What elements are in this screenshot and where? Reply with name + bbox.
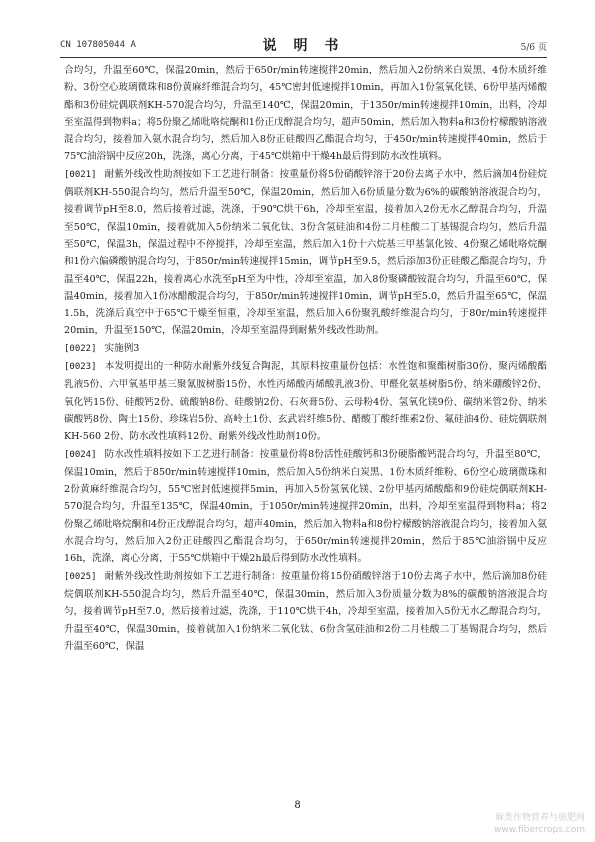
paragraph-number: [0022] — [64, 343, 97, 354]
page-indicator: 5/6 页 — [520, 43, 547, 53]
site-watermark — [494, 812, 585, 836]
document-body — [64, 62, 547, 792]
paragraph-number: [0025] — [64, 571, 97, 582]
paragraph-0025 — [64, 568, 547, 655]
paragraph-0024 — [64, 446, 547, 568]
paragraph-number: [0023] — [64, 362, 97, 373]
page-header — [60, 34, 547, 54]
paragraph-text: 耐紫外线改性助剂按如下工艺进行制备：按重量份将5份硝酸锌溶于20份去离子水中，然后滴加4份硅烷偶联剂KH-550混合均匀，然后升温至50℃，保温20min，然后加入6份质量分数为6%的碳酸钠溶液混合均匀，接着调节pH至8.0，然后接着过滤，洗涤，于90℃烘干6h，冷却至室温，接着加入2份无水乙醇混合均匀，升温至50℃，保温10min，接着就加入5份纳米二氧化钛、3份含氢硅油和4份二月桂酸二丁基锡混合均匀，然后升温至50℃，保温3h，保温过程中不停搅拌，冷却至室温，然后加入1份十六烷基三甲基氯化铵、4份聚乙烯吡咯烷酮和1份六偏磷酸钠混合均匀，于850r/min转速搅拌15min，调节pH至9.5，然后添加3份正硅酸乙酯混合均匀，升温至40℃，保温22h，接着离心水洗至pH至为中性，冷却至室温，加入8份聚磷酸铵混合均匀，升温至60℃，保温40min，接着加入1份冰醋酸混合均匀，于850r/min转速搅拌10min，调节pH至5.0，然后升温至65℃，保温1.5h，洗涤后真空中于65℃干燥至恒重，冷却至室温，然后加入6份聚乳酸纤维混合均匀，于80r/min转速搅拌20min，升温至150℃，保温20min，冷却至室温得到耐紫外线改性助剂。 — [64, 168, 547, 337]
paragraph-text: 耐紫外线改性助剂按如下工艺进行制备：按重量份将15份硝酸锌溶于10份去离子水中，然后滴加8份硅烷偶联剂KH-550混合均匀，然后升温至40℃，保温30min，然后加入3份质量分数为8%的碳酸钠溶液混合均匀，接着调节pH至7.0，然后接着过滤，洗涤，于110℃烘干4h，冷却至室温，接着加入5份无水乙醇混合均匀，升温至40℃，保温30min，接着就加入1份纳米二氧化钛、6份含氢硅油和2份二月桂酸二丁基锡混合均匀，然后升温至60℃，保温 — [64, 570, 547, 652]
example-heading: 实施例3 — [104, 342, 140, 354]
paragraph-number: [0024] — [64, 449, 97, 460]
document-title: 说 明 书 — [262, 38, 345, 54]
publication-number: CN 107805044 A — [60, 40, 136, 50]
paragraph-0022 — [64, 340, 547, 358]
paragraph-text: 本发明提出的一种防水耐紫外线复合陶泥，其原料按重量份包括：水性饱和聚酯树脂30份、聚丙烯酸酯乳液5份、六甲氧基甲基三聚氰胺树脂15份、水性丙烯酸丙烯酸乳液3份、甲醛化氨基树脂5份、纳米硼酸锌2份、氧化钙15份、硅酸钙2份、硫酸钠8份、硅酸钠2份、石灰膏5份、云母粉4份、氢氧化镁9份、碳纳米管2份、纳米碳酸钙8份、陶土15份、珍珠岩5份、高岭土1份、玄武岩纤维5份、醋酸丁酸纤维素2份、氟硅油4份、硅烷偶联剂KH-560 2份、防水改性填料12份、耐紫外线改性助剂10份。 — [64, 361, 547, 443]
paragraph-0021 — [64, 166, 547, 340]
paragraph-text: 合均匀，升温至60℃，保温20min，然后于650r/min转速搅拌20min，然后加入2份纳米白炭黑、4份木质纤维粉、3份空心玻璃微珠和8份黄麻纤维混合均匀，45℃密封低速搅拌10min，再加入1份氢氧化镁、6份甲基丙烯酸酯和3份硅烷偶联剂KH-570混合均匀，升温至140℃，保温20min，于1350r/min转速搅拌10min，出料，冷却至室温得到物料a；将5份聚乙烯吡咯烷酮和1份正戊醇混合均匀，超声50min，然后加入物料a和3份柠檬酸钠溶液混合均匀，接着加入氨水混合均匀，然后加入8份正硅酸四乙酯混合均匀，于450r/min转速搅拌40min，然后于75℃油浴锅中反应20h，洗涤，离心分离，于45℃烘箱中干燥4h最后得到防水改性填料。 — [64, 65, 547, 163]
page-number: 8 — [294, 800, 301, 811]
watermark-line: 麻类作物营养与施肥网 — [494, 813, 585, 823]
paragraph-0023 — [64, 358, 547, 445]
header-divider — [60, 57, 547, 58]
paragraph-text: 防水改性填料按如下工艺进行制备：按重量份将8份活性硅酸钙和3份硬脂酸钙混合均匀，升温至80℃，保温10min，然后于850r/min转速搅拌10min，然后加入5份纳米白炭黑、1份木质纤维粉、6份空心玻璃微珠和2份黄麻纤维混合均匀，55℃密封低速搅拌5min，再加入5份氢氧化镁、2份甲基丙烯酸酯和9份硅烷偶联剂KH-570混合均匀，升温至135℃，保温40min，于1050r/min转速搅拌20min，出料，冷却至室温得到物料a；将2份聚乙烯吡咯烷酮和4份正戊醇混合均匀，超声40min，然后加入物料a和8份柠檬酸钠溶液混合均匀，接着加入氨水混合均匀，然后加入2份正硅酸四乙酯混合均匀，于650r/min转速搅拌20min，然后于85℃油浴锅中反应16h，洗涤，离心分离，于55℃烘箱中干燥2h最后得到防水改性填料。 — [64, 448, 547, 565]
watermark-url: www.fibercrops.com — [494, 825, 585, 835]
paragraph-number: [0021] — [64, 169, 97, 180]
paragraph-continued — [64, 62, 547, 166]
